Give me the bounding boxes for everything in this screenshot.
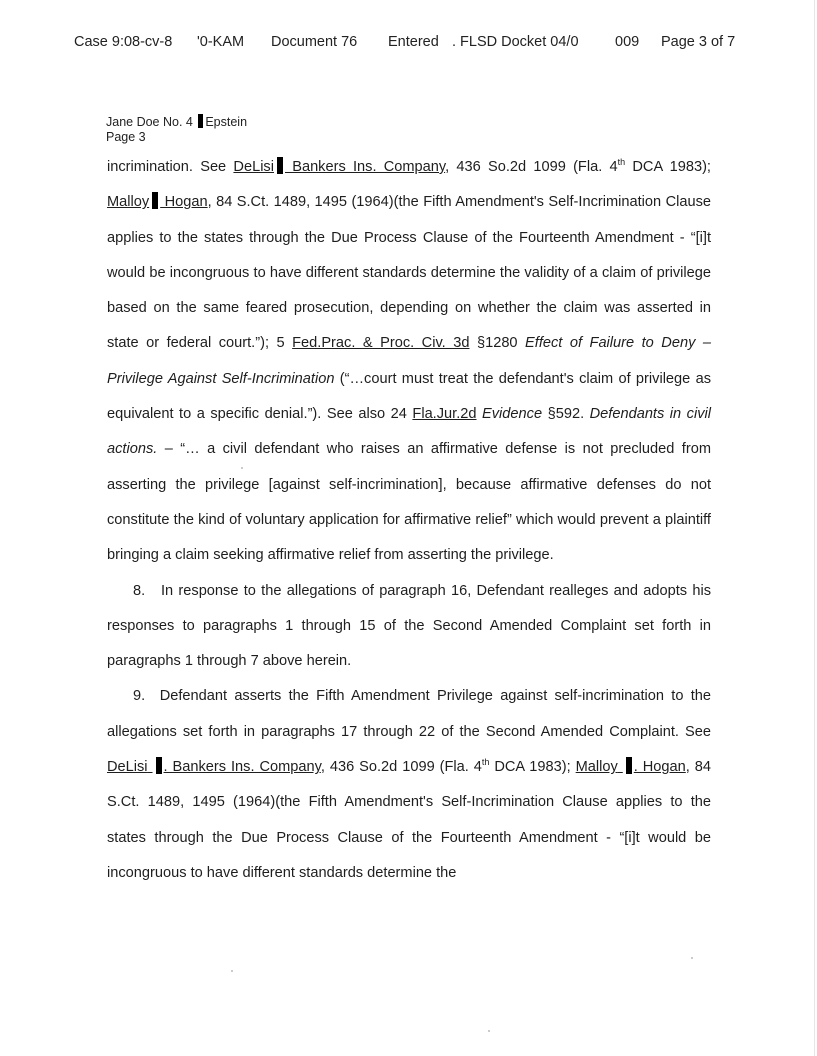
text-run: DCA 1983); — [625, 159, 711, 175]
text-run: incrimination. See — [107, 159, 234, 175]
header-docket-year: 009 — [615, 34, 640, 50]
text-run: §1280 — [469, 335, 526, 352]
case-citation-malloy — [107, 194, 208, 210]
caption-party-a: Jane Doe No. 4 — [106, 115, 193, 129]
text-run: (“…court must treat the defendant's claim of privilege as equivalent to a specific denial.”). See also 24 — [107, 370, 711, 423]
text-run: , 84 S.Ct. 1489, 1495 (1964)(the Fifth Amendment's Self-Incrimination Clause applies to the states through the Due Process Clause of the Fourteenth Amendment - “[i]t would be incongruous to have different standards determine the — [107, 759, 712, 881]
citation-text: Hogan — [160, 194, 208, 211]
scan-speck — [231, 970, 233, 972]
caption-page-label: Page 3 — [106, 130, 146, 144]
redaction-bar — [277, 157, 283, 174]
paragraph-number: 9. — [133, 688, 146, 705]
header-case-number: Case 9:08-cv-8 — [74, 34, 173, 50]
citation-text: Malloy — [107, 194, 150, 211]
citation-text: . Hogan — [633, 759, 686, 776]
paragraph-8 — [107, 574, 711, 680]
caption-parties — [106, 114, 247, 130]
case-caption — [106, 114, 247, 145]
superscript: th — [617, 157, 626, 168]
italic-title: Defendants in civil actions. — [107, 406, 712, 458]
case-citation-delisi — [233, 159, 445, 175]
redaction-bar — [198, 114, 203, 128]
header-docket: . FLSD Docket 04/0 — [452, 34, 579, 50]
scan-speck — [241, 467, 243, 469]
text-run: , 84 S.Ct. 1489, 1495 (1964)(the Fifth Amendment's Self-Incrimination Clause applies to the states through the Due Process Clause of the Fourteenth Amendment - “[i]t would be incongruous to have different standards determine the validity of a claim of privilege based on the same feared prosecution, depending on whether the claim was asserted in state or federal court.”); 5 — [107, 194, 711, 352]
case-citation-malloy — [576, 759, 686, 775]
citation-fed-prac: Fed.Prac. & Proc. Civ. 3d — [292, 335, 470, 352]
header-page-number: Page 3 of 7 — [661, 34, 736, 50]
citation-fla-jur: Fla.Jur.2d — [412, 406, 477, 423]
caption-party-b: Epstein — [205, 115, 248, 129]
header-document-number: Document 76 — [271, 34, 358, 50]
scan-speck — [691, 957, 693, 959]
header-case-suffix: '0-KAM — [197, 34, 245, 50]
paragraph-text: In response to the allegations of paragraph 16, Defendant realleges and adopts his responses to paragraphs 1 through 15 of the Second Amended Complaint set forth in paragraphs 1 through 7 above herein. — [107, 582, 712, 670]
citation-text: DeLisi — [107, 759, 148, 776]
paragraph-9 — [107, 679, 711, 891]
redaction-bar — [156, 757, 162, 774]
paragraph-continuation — [107, 150, 711, 574]
scan-speck — [488, 1030, 490, 1032]
text-run: , 436 So.2d 1099 (Fla. 4 — [320, 759, 482, 776]
citation-text: . Bankers Ins. Company — [163, 759, 321, 776]
italic-title: Effect of Failure to Deny – Privilege Against Self-Incrimination — [107, 335, 711, 387]
text-run: DCA 1983); — [489, 759, 576, 776]
text-run: §592. — [542, 406, 590, 423]
text-run: , 436 So.2d 1099 (Fla. 4 — [445, 159, 618, 175]
citation-text: Bankers Ins. Company — [284, 159, 446, 175]
citation-text: Malloy — [575, 759, 618, 776]
header-entered: Entered — [388, 34, 439, 50]
paragraph-number: 8. — [133, 582, 146, 599]
superscript: th — [481, 757, 490, 768]
italic-title: Evidence — [482, 406, 543, 423]
text-run: Defendant asserts the Fifth Amendment Privilege against self-incrimination to the allegations set forth in paragraphs 17 through 22 of the Second Amended Complaint. See — [107, 688, 711, 740]
case-citation-delisi — [107, 759, 321, 775]
redaction-bar — [626, 757, 632, 774]
citation-text: DeLisi — [233, 159, 274, 175]
scan-edge-line — [814, 0, 815, 1056]
text-run: – “… a civil defendant who raises an affirmative defense is not precluded from asserting the privilege [against self-incrimination], because affirmative defenses do not constitute the kind of voluntary application for affirmative relief” which would prevent a plaintiff bringing a claim seeking affirmative relief from asserting the privilege. — [107, 441, 711, 564]
redaction-bar — [152, 192, 158, 209]
document-body — [107, 150, 711, 891]
